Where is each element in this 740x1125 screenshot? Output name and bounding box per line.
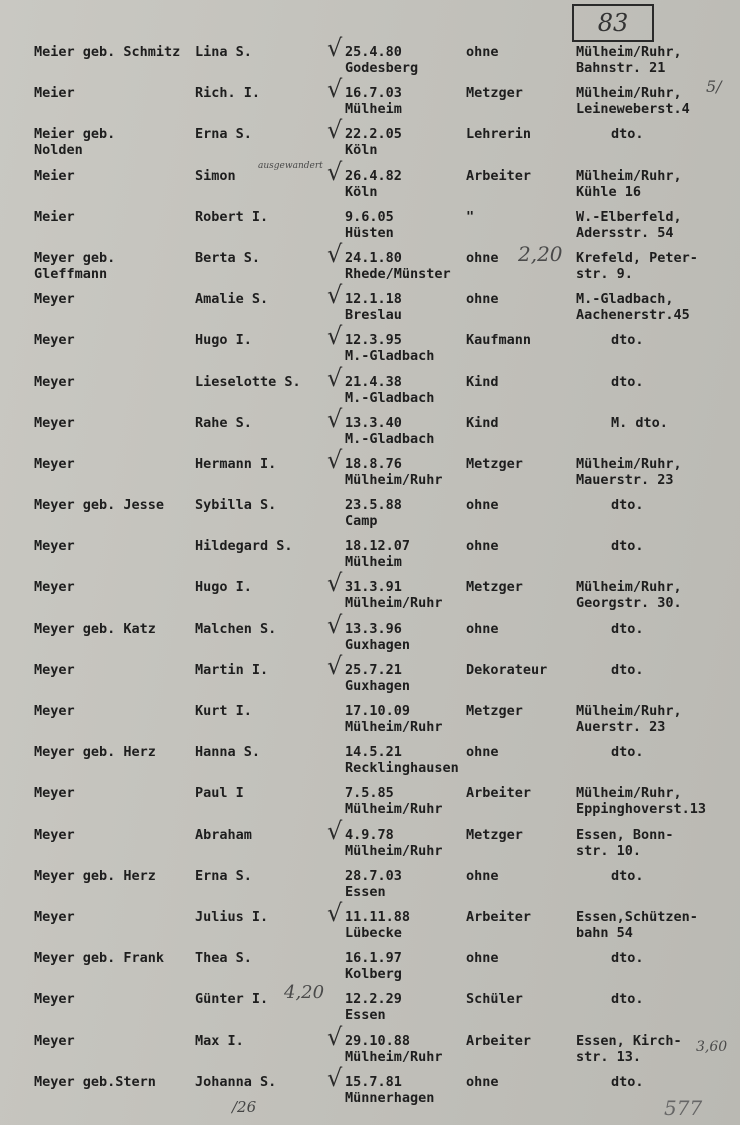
birth-date-cell: 24.1.80 xyxy=(345,249,402,266)
surname-cell: Meyer geb. Katz xyxy=(34,620,156,637)
birth-date-cell: 15.7.81 xyxy=(345,1073,402,1090)
first-name-cell: Erna S. xyxy=(195,126,252,143)
occupation-cell: Metzger xyxy=(466,455,523,472)
check-mark-icon: √ xyxy=(327,363,343,392)
first-name-cell: Rich. I. xyxy=(195,85,261,102)
check-mark-icon: √ xyxy=(327,404,343,433)
surname-cell: Meyer xyxy=(34,455,75,472)
register-row xyxy=(0,651,740,699)
birth-date-cell: 26.4.82 xyxy=(345,167,402,184)
first-name-cell: Paul I xyxy=(195,785,244,802)
address-cell: dto. xyxy=(611,373,644,390)
birth-place-cell: Essen xyxy=(345,883,386,900)
occupation-cell: Lehrerin xyxy=(466,126,532,143)
occupation-cell: Metzger xyxy=(466,703,523,719)
surname-cell: Meier xyxy=(34,85,75,102)
birth-place-cell: Mülheim/Ruhr xyxy=(345,595,443,612)
handwritten-annotation: 2,20 xyxy=(518,241,563,266)
register-row xyxy=(0,946,740,987)
occupation-cell: Metzger xyxy=(466,85,523,102)
register-row xyxy=(0,569,740,616)
occupation-cell: ohne xyxy=(466,1073,499,1090)
address-cell: Mülheim/Ruhr, xyxy=(576,44,682,60)
surname-cell: Meyer geb. Herz xyxy=(34,744,156,761)
occupation-cell: ohne xyxy=(466,950,499,967)
first-name-cell: Amalie S. xyxy=(195,291,269,308)
birth-date-cell: 11.11.88 xyxy=(345,908,411,925)
birth-date-cell: 12.2.29 xyxy=(345,991,402,1008)
check-mark-icon: √ xyxy=(327,898,343,927)
first-name-cell: Julius I. xyxy=(195,908,269,925)
handwritten-annotation: 4,20 xyxy=(284,982,325,1004)
address-second-line: Adersstr. 54 xyxy=(576,224,674,241)
birth-place-cell: Rhede/Münster xyxy=(345,265,451,282)
surname-cell: Meyer geb. Jesse xyxy=(34,497,165,514)
birth-place-cell: M.-Gladbach xyxy=(345,348,435,365)
birth-place-cell: Münnerhagen xyxy=(345,1089,435,1106)
register-row xyxy=(0,157,740,205)
birth-date-cell: 17.10.09 xyxy=(345,703,411,719)
surname-cell: Meyer xyxy=(34,785,75,802)
surname-second-line: Nolden xyxy=(34,142,83,159)
address-cell: Essen, Bonn- xyxy=(576,826,674,843)
occupation-cell: Metzger xyxy=(466,826,523,843)
register-rows xyxy=(0,34,740,1111)
birth-date-cell: 16.1.97 xyxy=(345,950,402,967)
address-cell: M. dto. xyxy=(611,414,668,431)
check-mark-icon: √ xyxy=(327,1022,343,1051)
surname-second-line: Gleffmann xyxy=(34,265,108,282)
birth-date-cell: 18.8.76 xyxy=(345,455,402,472)
birth-date-cell: 21.4.38 xyxy=(345,373,402,390)
birth-place-cell: Camp xyxy=(345,513,378,530)
first-name-cell: Johanna S. xyxy=(195,1073,277,1090)
surname-cell: Meier xyxy=(34,167,75,184)
birth-place-cell: Mülheim/Ruhr xyxy=(345,719,443,735)
birth-date-cell: 9.6.05 xyxy=(345,208,394,225)
page-number-box: 83 xyxy=(572,4,654,42)
register-row xyxy=(0,34,740,81)
first-name-cell: Berta S. xyxy=(195,249,261,266)
surname-cell: Meyer xyxy=(34,373,75,390)
surname-cell: Meyer geb. Herz xyxy=(34,867,156,884)
address-cell: dto. xyxy=(611,744,644,761)
register-row xyxy=(0,493,740,534)
first-name-cell: Robert I. xyxy=(195,208,269,225)
surname-cell: Meyer geb.Stern xyxy=(34,1073,156,1090)
occupation-cell: Dekorateur xyxy=(466,661,548,678)
check-mark-icon: √ xyxy=(327,445,343,474)
occupation-cell: " xyxy=(466,208,475,225)
check-mark-icon: √ xyxy=(327,239,343,268)
birth-place-cell: Mülheim/Ruhr xyxy=(345,842,443,859)
birth-date-cell: 25.7.21 xyxy=(345,661,402,678)
birth-place-cell: Mülheim xyxy=(345,101,402,118)
first-name-cell: Sybilla S. xyxy=(195,497,277,514)
surname-cell: Meier geb. Schmitz xyxy=(34,44,181,60)
surname-cell: Meyer xyxy=(34,826,75,843)
register-row xyxy=(0,75,740,122)
first-name-cell: Abraham xyxy=(195,826,252,843)
check-mark-icon: √ xyxy=(327,116,343,145)
register-row xyxy=(0,699,740,740)
register-row xyxy=(0,404,740,452)
register-row xyxy=(0,1022,740,1070)
register-row xyxy=(0,363,740,411)
first-name-cell: Simon xyxy=(195,167,236,184)
birth-place-cell: Essen xyxy=(345,1007,386,1024)
birth-date-cell: 13.3.40 xyxy=(345,414,402,431)
first-name-cell: Hildegard S. xyxy=(195,538,293,555)
occupation-cell: Schüler xyxy=(466,991,523,1008)
occupation-cell: Arbeiter xyxy=(466,785,532,802)
address-second-line: Auerstr. 23 xyxy=(576,719,666,735)
check-mark-icon: √ xyxy=(327,75,343,104)
address-cell: Essen, Kirch- xyxy=(576,1032,682,1049)
address-second-line: str. 13. xyxy=(576,1048,642,1065)
address-cell: dto. xyxy=(611,620,644,637)
register-row xyxy=(0,322,740,369)
birth-date-cell: 23.5.88 xyxy=(345,497,402,514)
register-row xyxy=(0,982,740,1028)
birth-place-cell: Breslau xyxy=(345,307,402,324)
address-second-line: Leineweberst.4 xyxy=(576,101,690,118)
check-mark-icon: √ xyxy=(327,281,343,310)
birth-place-cell: M.-Gladbach xyxy=(345,430,435,447)
surname-cell: Meyer xyxy=(34,1032,75,1049)
birth-place-cell: Köln xyxy=(345,142,378,159)
first-name-cell: Hugo I. xyxy=(195,579,252,596)
address-cell: dto. xyxy=(611,867,644,884)
birth-place-cell: Lübecke xyxy=(345,924,402,941)
register-row xyxy=(0,740,740,781)
occupation-cell: Arbeiter xyxy=(466,908,532,925)
occupation-cell: Metzger xyxy=(466,579,523,596)
address-second-line: str. 9. xyxy=(576,265,633,282)
address-cell: dto. xyxy=(611,1073,644,1090)
first-name-cell: Max I. xyxy=(195,1032,244,1049)
address-second-line: Bahnstr. 21 xyxy=(576,60,666,76)
occupation-cell: ohne xyxy=(466,497,499,514)
birth-date-cell: 31.3.91 xyxy=(345,579,402,596)
first-name-cell: Malchen S. xyxy=(195,620,277,637)
birth-date-cell: 13.3.96 xyxy=(345,620,402,637)
first-name-cell: Erna S. xyxy=(195,867,252,884)
address-second-line: Aachenerstr.45 xyxy=(576,307,690,324)
address-second-line: Eppinghoverst.13 xyxy=(576,801,707,818)
first-name-cell: Kurt I. xyxy=(195,703,252,719)
address-cell: dto. xyxy=(611,126,644,143)
birth-place-cell: Kolberg xyxy=(345,966,402,983)
address-cell: dto. xyxy=(611,332,644,349)
surname-cell: Meyer xyxy=(34,291,75,308)
handwritten-annotation: 5/ xyxy=(706,77,722,97)
footer-left-note: /26 xyxy=(232,1098,257,1116)
birth-date-cell: 29.10.88 xyxy=(345,1032,411,1049)
first-name-cell: Lina S. xyxy=(195,44,252,60)
address-cell: dto. xyxy=(611,991,644,1008)
birth-date-cell: 4.9.78 xyxy=(345,826,394,843)
address-second-line: Kühle 16 xyxy=(576,183,642,200)
first-name-cell: Hermann I. xyxy=(195,455,277,472)
birth-place-cell: Guxhagen xyxy=(345,677,411,694)
address-cell: Krefeld, Peter- xyxy=(576,249,698,266)
address-cell: Mülheim/Ruhr, xyxy=(576,785,682,802)
address-second-line: Mauerstr. 23 xyxy=(576,471,674,488)
check-mark-icon: √ xyxy=(327,569,343,598)
first-name-cell: Lieselotte S. xyxy=(195,373,301,390)
address-cell: Mülheim/Ruhr, xyxy=(576,579,682,596)
register-row xyxy=(0,239,740,287)
check-mark-icon: √ xyxy=(327,34,343,62)
address-cell: dto. xyxy=(611,497,644,514)
birth-date-cell: 28.7.03 xyxy=(345,867,402,884)
handwritten-annotation: ausgewandert xyxy=(258,160,323,171)
occupation-cell: ohne xyxy=(466,744,499,761)
address-cell: W.-Elberfeld, xyxy=(576,208,682,225)
surname-cell: Meyer xyxy=(34,661,75,678)
birth-place-cell: Mülheim/Ruhr xyxy=(345,471,443,488)
address-second-line: Georgstr. 30. xyxy=(576,595,682,612)
occupation-cell: ohne xyxy=(466,867,499,884)
register-row xyxy=(0,205,740,246)
address-cell: Essen,Schützen- xyxy=(576,908,698,925)
address-cell: Mülheim/Ruhr, xyxy=(576,455,682,472)
occupation-cell: Kind xyxy=(466,414,499,431)
birth-date-cell: 18.12.07 xyxy=(345,538,411,555)
handwritten-annotation: 3,60 xyxy=(696,1038,728,1055)
check-mark-icon: √ xyxy=(327,816,343,845)
birth-date-cell: 7.5.85 xyxy=(345,785,394,802)
check-mark-icon: √ xyxy=(327,157,343,186)
first-name-cell: Martin I. xyxy=(195,661,269,678)
occupation-cell: ohne xyxy=(466,538,499,555)
register-row xyxy=(0,281,740,328)
address-cell: dto. xyxy=(611,661,644,678)
register-row xyxy=(0,864,740,905)
surname-cell: Meyer geb. Frank xyxy=(34,950,165,967)
register-row xyxy=(0,1063,740,1111)
birth-date-cell: 12.1.18 xyxy=(345,291,402,308)
birth-place-cell: Köln xyxy=(345,183,378,200)
register-row xyxy=(0,898,740,946)
register-row xyxy=(0,781,740,822)
occupation-cell: Arbeiter xyxy=(466,167,532,184)
surname-cell: Meyer xyxy=(34,579,75,596)
birth-date-cell: 22.2.05 xyxy=(345,126,402,143)
surname-cell: Meyer xyxy=(34,991,75,1008)
check-mark-icon: √ xyxy=(327,1063,343,1092)
address-cell: dto. xyxy=(611,950,644,967)
occupation-cell: Kind xyxy=(466,373,499,390)
birth-place-cell: Godesberg xyxy=(345,60,419,76)
occupation-cell: ohne xyxy=(466,44,499,60)
birth-place-cell: Mülheim/Ruhr xyxy=(345,801,443,818)
birth-place-cell: Mülheim/Ruhr xyxy=(345,1048,443,1065)
surname-cell: Meyer xyxy=(34,332,75,349)
birth-date-cell: 25.4.80 xyxy=(345,44,402,60)
check-mark-icon: √ xyxy=(327,610,343,639)
occupation-cell: Arbeiter xyxy=(466,1032,532,1049)
surname-cell: Meyer xyxy=(34,908,75,925)
address-cell: dto. xyxy=(611,538,644,555)
check-mark-icon: √ xyxy=(327,322,343,351)
birth-date-cell: 14.5.21 xyxy=(345,744,402,761)
occupation-cell: ohne xyxy=(466,291,499,308)
occupation-cell: Kaufmann xyxy=(466,332,532,349)
birth-place-cell: M.-Gladbach xyxy=(345,389,435,406)
birth-place-cell: Mülheim xyxy=(345,554,402,571)
birth-place-cell: Guxhagen xyxy=(345,636,411,653)
surname-cell: Meyer xyxy=(34,538,75,555)
occupation-cell: ohne xyxy=(466,620,499,637)
register-row xyxy=(0,816,740,864)
footer-page-number: 577 xyxy=(664,1096,703,1120)
first-name-cell: Thea S. xyxy=(195,950,252,967)
first-name-cell: Rahe S. xyxy=(195,414,252,431)
birth-place-cell: Recklinghausen xyxy=(345,760,459,777)
register-row xyxy=(0,116,740,163)
surname-cell: Meyer xyxy=(34,414,75,431)
birth-date-cell: 16.7.03 xyxy=(345,85,402,102)
register-row xyxy=(0,610,740,658)
address-second-line: str. 10. xyxy=(576,842,642,859)
address-cell: Mülheim/Ruhr, xyxy=(576,703,682,719)
first-name-cell: Hugo I. xyxy=(195,332,252,349)
surname-cell: Meyer geb. xyxy=(34,249,116,266)
occupation-cell: ohne xyxy=(466,249,499,266)
register-row xyxy=(0,445,740,493)
address-cell: Mülheim/Ruhr, xyxy=(576,85,682,102)
first-name-cell: Hanna S. xyxy=(195,744,261,761)
surname-cell: Meier geb. xyxy=(34,126,116,143)
register-row xyxy=(0,534,740,575)
birth-date-cell: 12.3.95 xyxy=(345,332,402,349)
first-name-cell: Günter I. xyxy=(195,991,269,1008)
address-cell: M.-Gladbach, xyxy=(576,291,674,308)
check-mark-icon: √ xyxy=(327,651,343,680)
surname-cell: Meier xyxy=(34,208,75,225)
birth-place-cell: Hüsten xyxy=(345,224,394,241)
surname-cell: Meyer xyxy=(34,703,75,719)
address-second-line: bahn 54 xyxy=(576,924,633,941)
address-cell: Mülheim/Ruhr, xyxy=(576,167,682,184)
